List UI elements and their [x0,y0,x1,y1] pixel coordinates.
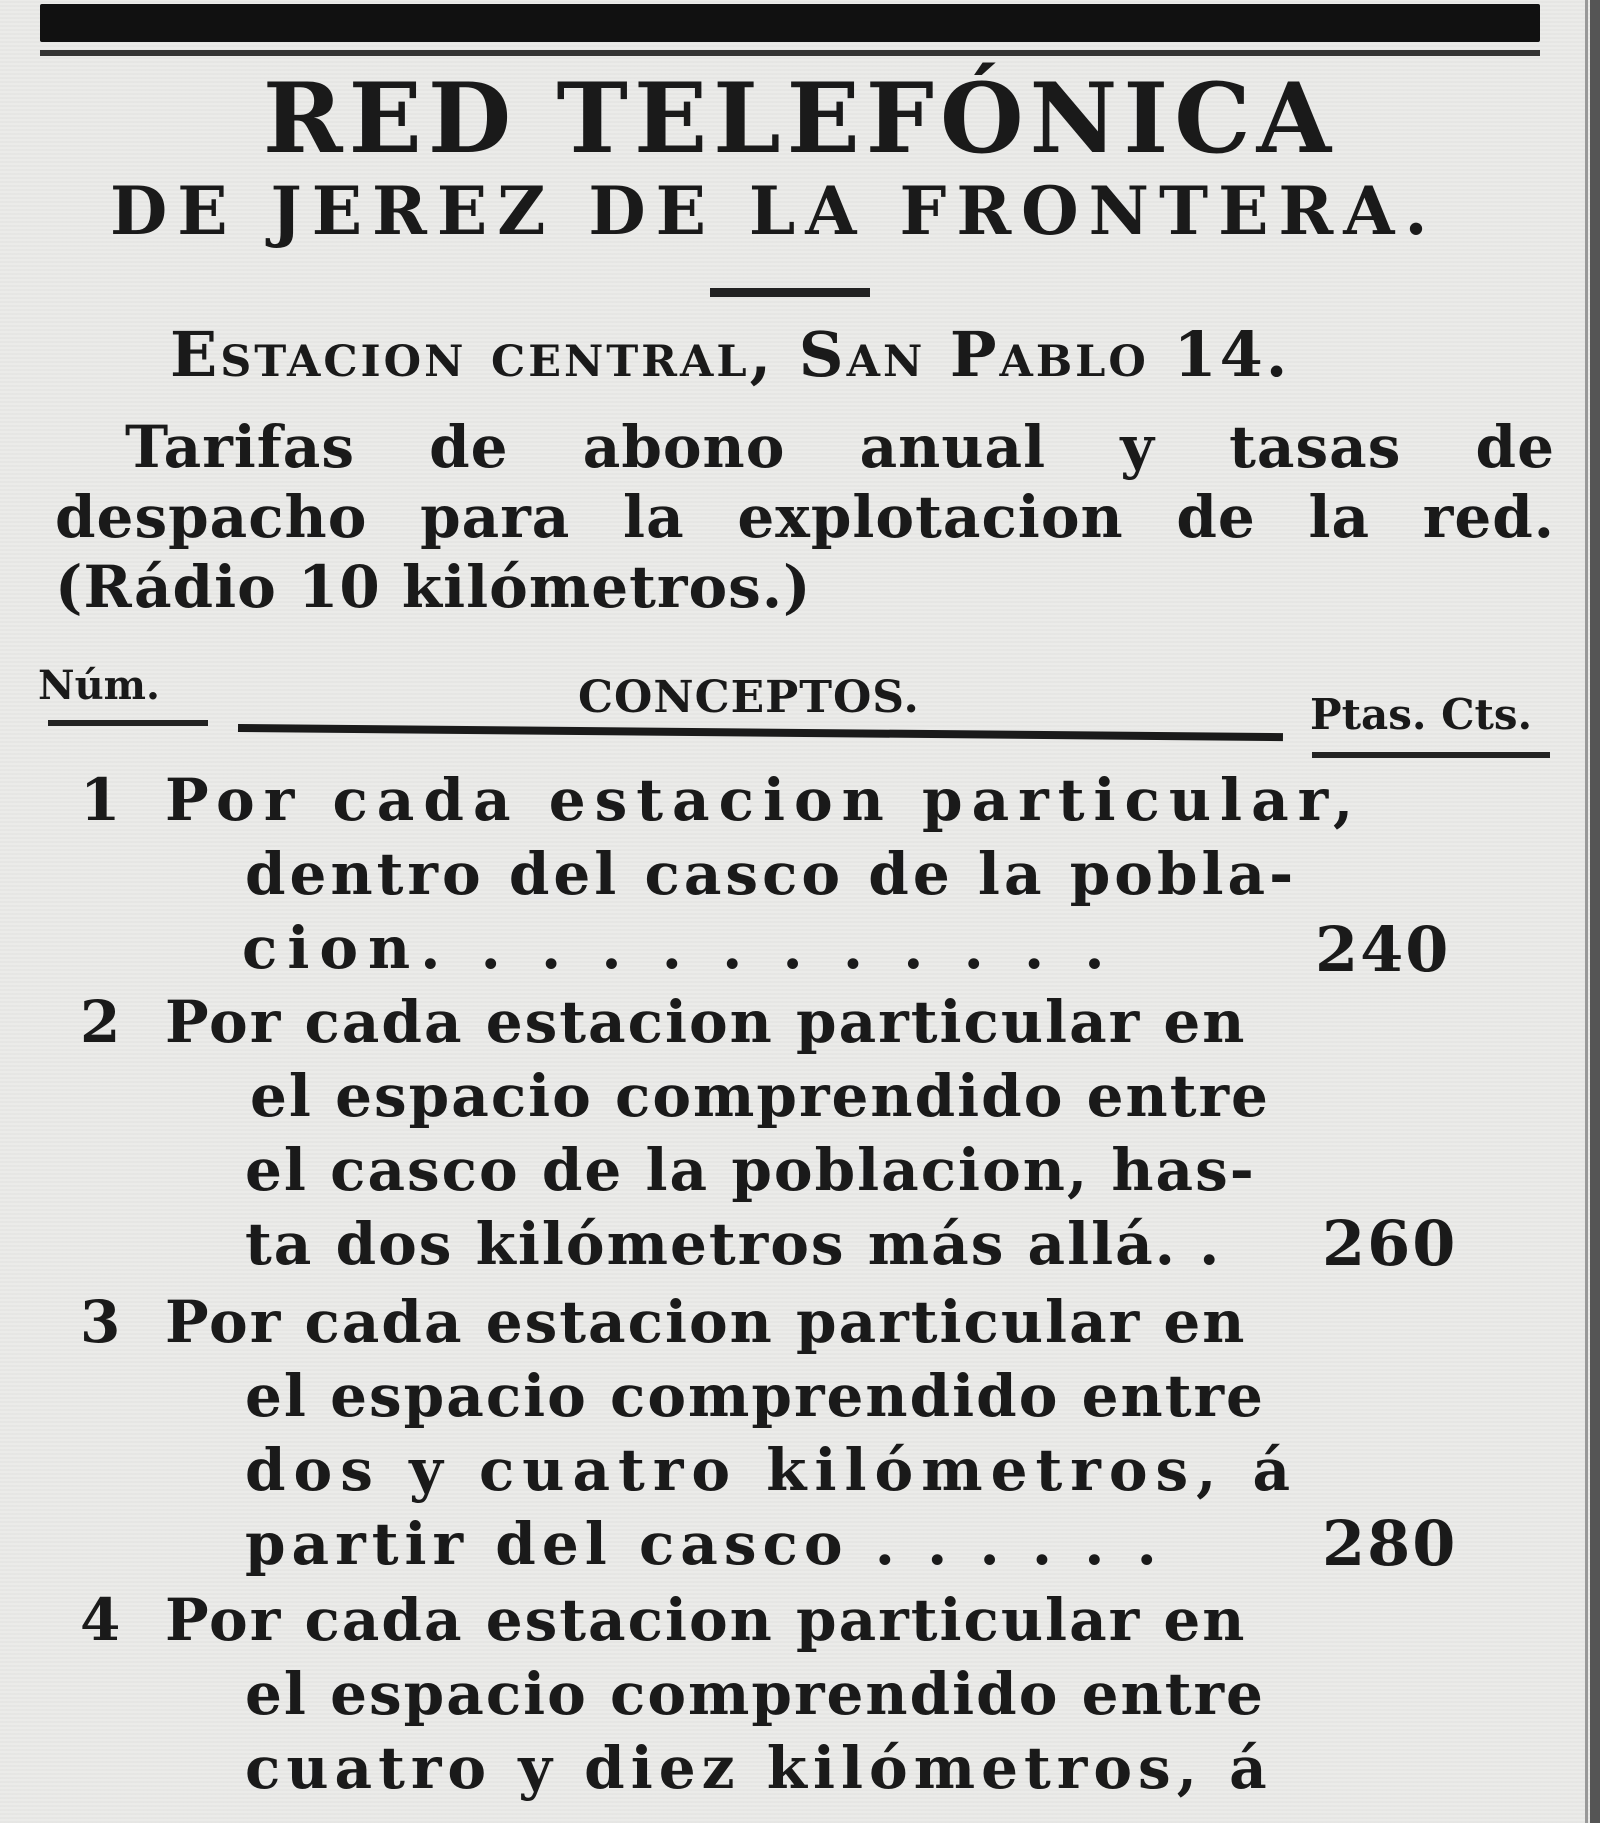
header-concepts: CONCEPTOS. [578,672,920,723]
row-number: 4 [80,1586,123,1654]
station-address: Estacion central, San Pablo 14. [170,318,1291,391]
row-text: el casco de la poblacion, has- [245,1136,1256,1204]
row-text: Por cada estacion particular en [165,988,1247,1056]
row-text: Por cada estacion particular, [165,766,1363,834]
row-text: Por cada estacion particular en [165,1288,1247,1356]
row-text: dentro del casco de la pobla- [245,840,1298,908]
row-price: 240 [1315,913,1451,986]
header-price-rule [1312,752,1550,758]
row-text: el espacio comprendido entre [245,1660,1265,1728]
page-edge [1590,0,1600,1823]
header-concepts-rule [238,724,1283,741]
header-num: Núm. [38,662,160,709]
header-price: Ptas. Cts. [1310,690,1533,739]
top-rule-thin [40,50,1540,56]
subheadline: DE JEREZ DE LA FRONTERA. [110,172,1438,250]
header-num-rule [48,720,208,726]
top-rule [40,4,1540,42]
headline: RED TELEFÓNICA [262,62,1338,175]
row-text: cion. . . . . . . . . . . . [242,914,1115,982]
row-number: 3 [80,1288,123,1356]
row-text: dos y cuatro kilómetros, á [245,1436,1299,1504]
row-text: Por cada estacion particular en [165,1586,1247,1654]
row-text: partir del casco . . . . . . [245,1510,1163,1578]
row-text: cuatro y diez kilómetros, á [245,1734,1273,1802]
row-number: 2 [80,988,123,1056]
divider [710,288,870,297]
intro-paragraph: Tarifas de abono anual y tasas de despacho para la explotacion de la red. (Rádio 10 kilómetros.) [55,413,1555,621]
row-text: el espacio comprendido entre [245,1362,1265,1430]
page-edge-line [1585,0,1588,1823]
row-text: el espacio comprendido entre [250,1062,1270,1130]
row-text: ta dos kilómetros más allá. . [245,1210,1222,1278]
row-number: 1 [80,766,123,834]
row-price: 280 [1322,1507,1458,1580]
row-price: 260 [1322,1207,1458,1280]
